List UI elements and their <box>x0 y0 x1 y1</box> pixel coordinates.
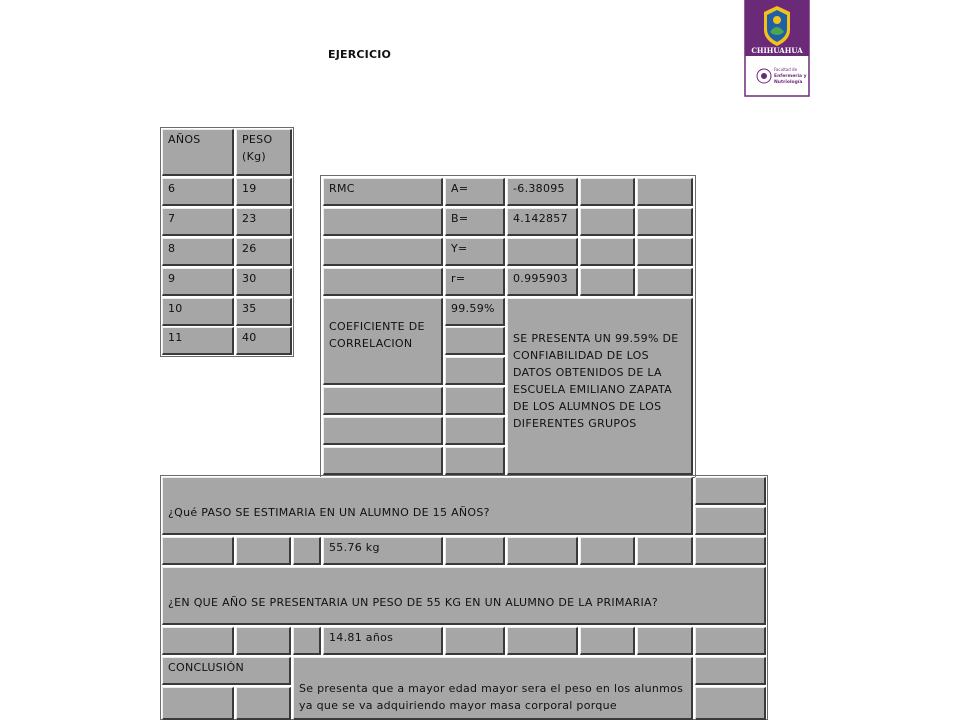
cell-weight-2: 23 <box>236 208 292 236</box>
empty-cell <box>637 178 693 206</box>
empty-cell <box>580 178 635 206</box>
cell-weight-4: 30 <box>236 268 292 296</box>
empty-cell <box>695 687 766 720</box>
method-label: RMC <box>323 178 443 206</box>
param-value-a: -6.38095 <box>507 178 578 206</box>
empty-cell <box>580 238 635 266</box>
cell-weight-3: 26 <box>236 238 292 266</box>
empty-cell <box>236 537 291 565</box>
empty-cell <box>323 268 443 296</box>
empty-cell <box>637 268 693 296</box>
cell-years-2: 7 <box>162 208 234 236</box>
coef-label: COEFICIENTE DE CORRELACION <box>323 298 443 385</box>
empty-cell <box>162 687 234 720</box>
param-value-y <box>507 238 578 266</box>
conclusion-text: Se presenta que a mayor edad mayor sera el peso en los alunmos ya que se va adquiriendo mayor masa corporal porque <box>293 657 693 720</box>
logo-university-text: CHIHUAHUA <box>751 46 803 55</box>
empty-cell <box>323 208 443 236</box>
logo-faculty-line1: Facultad de <box>774 67 798 72</box>
cell-weight-1: 19 <box>236 178 292 206</box>
empty-cell <box>580 627 635 655</box>
cell-weight-6: 40 <box>236 327 292 355</box>
empty-cell <box>323 447 443 475</box>
cell-years-6: 11 <box>162 327 234 355</box>
param-label-y: Y= <box>445 238 505 266</box>
param-value-b: 4.142857 <box>507 208 578 236</box>
cell-years-5: 10 <box>162 298 234 326</box>
empty-cell <box>445 537 505 565</box>
logo-faculty-line2: Enfermería y <box>774 74 807 79</box>
empty-cell <box>507 627 578 655</box>
cell-weight-5: 35 <box>236 298 292 326</box>
empty-cell <box>323 387 443 415</box>
param-label-r: r= <box>445 268 505 296</box>
empty-cell <box>445 627 505 655</box>
university-logo <box>744 0 810 98</box>
question1-text: ¿Qué PASO SE ESTIMARIA EN UN ALUMNO DE 15 AÑOS? <box>162 477 693 535</box>
empty-cell <box>637 238 693 266</box>
empty-cell <box>445 327 505 355</box>
question1-answer: 55.76 kg <box>323 537 443 565</box>
cell-years-3: 8 <box>162 238 234 266</box>
empty-cell <box>695 657 766 685</box>
param-label-b: B= <box>445 208 505 236</box>
empty-cell <box>695 627 766 655</box>
header-weight: PESO (Kg) <box>236 129 292 176</box>
question2-answer: 14.81 años <box>323 627 443 655</box>
empty-cell <box>507 537 578 565</box>
empty-cell <box>323 238 443 266</box>
question2-text: ¿EN QUE AÑO SE PRESENTARIA UN PESO DE 55 KG EN UN ALUMNO DE LA PRIMARIA? <box>162 567 766 625</box>
empty-cell <box>637 537 693 565</box>
conclusion-label: CONCLUSIÓN <box>162 657 291 685</box>
empty-cell <box>445 447 505 475</box>
empty-cell <box>162 627 234 655</box>
empty-cell <box>236 687 291 720</box>
param-label-a: A= <box>445 178 505 206</box>
cell-years-1: 6 <box>162 178 234 206</box>
interpretation-text: SE PRESENTA UN 99.59% DE CONFIABILIDAD DE LOS DATOS OBTENIDOS DE LA ESCUELA EMILIANO ZAPATA DE LOS ALUMNOS DE LOS DIFERENTES GRUPOS <box>507 298 693 475</box>
empty-cell <box>162 537 234 565</box>
cell-years-4: 9 <box>162 268 234 296</box>
empty-cell <box>293 627 321 655</box>
empty-cell <box>293 537 321 565</box>
empty-cell <box>637 208 693 236</box>
logo-faculty-line3: Nutriología <box>774 80 803 85</box>
coef-value: 99.59% <box>445 298 505 326</box>
empty-cell <box>445 357 505 385</box>
empty-cell <box>323 417 443 445</box>
empty-cell <box>236 627 291 655</box>
empty-cell <box>445 387 505 415</box>
page-title: EJERCICIO <box>328 48 392 61</box>
empty-cell <box>695 477 766 505</box>
empty-cell <box>637 627 693 655</box>
empty-cell <box>580 537 635 565</box>
empty-cell <box>695 537 766 565</box>
empty-cell <box>695 507 766 535</box>
empty-cell <box>580 208 635 236</box>
empty-cell <box>580 268 635 296</box>
param-value-r: 0.995903 <box>507 268 578 296</box>
header-years: AÑOS <box>162 129 234 176</box>
empty-cell <box>445 417 505 445</box>
